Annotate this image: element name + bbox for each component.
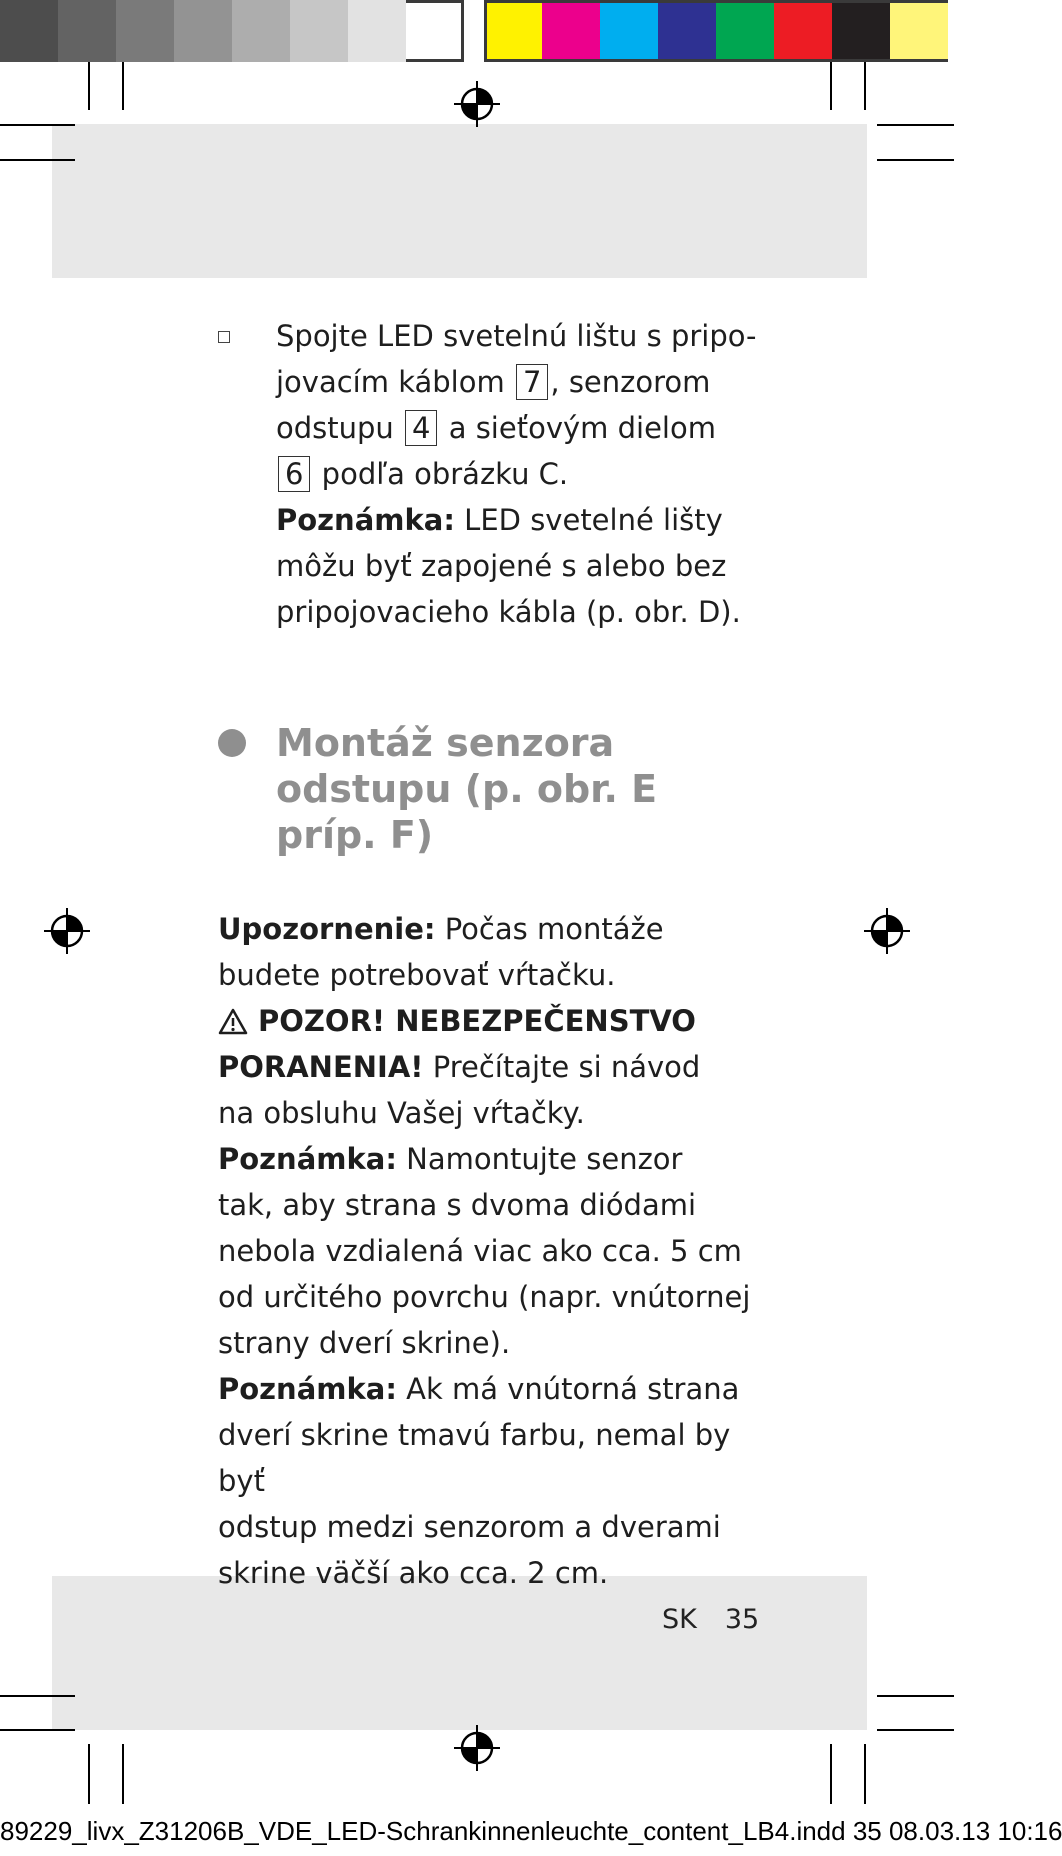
bottom-gray-band (52, 1576, 867, 1730)
process-swatch (890, 0, 948, 62)
text-line: strany dverí skrine). (218, 1326, 511, 1360)
notice-line: Upozornenie: Počas montáže (218, 912, 664, 946)
part-ref-7: 7 (516, 364, 548, 400)
gray-swatch (348, 0, 406, 62)
registration-mark-icon (454, 1725, 500, 1771)
page-number: 35 (724, 1604, 760, 1635)
registration-mark-icon (44, 908, 90, 954)
gray-swatch (232, 0, 290, 62)
checkbox-bullet-icon (218, 331, 230, 343)
note-line: Poznámka: Ak má vnútorná strana (218, 1372, 740, 1406)
top-gray-band (52, 124, 867, 278)
gray-swatch (290, 0, 348, 62)
text-line: jovacím káblom 7 , senzorom (276, 365, 711, 399)
gray-swatch (116, 0, 174, 62)
gray-swatch (58, 0, 116, 62)
text-line: budete potrebovať vŕtačku. (218, 958, 616, 992)
language-code: SK (662, 1604, 697, 1635)
gray-swatch (406, 0, 464, 62)
warning-triangle-icon (218, 1008, 248, 1035)
note-line: Poznámka: LED svetelné lišty (276, 503, 723, 537)
registration-mark-icon (454, 81, 500, 127)
instruction-paragraph (276, 313, 776, 635)
text-line: Spojte LED svetelnú lištu s pripo- (276, 319, 757, 353)
process-swatch (716, 0, 774, 62)
text-line: odstup medzi senzorom a dverami (218, 1510, 721, 1544)
gray-swatch (0, 0, 58, 62)
text-line: 6 podľa obrázku C. (276, 451, 776, 497)
process-swatch (542, 0, 600, 62)
process-swatch (832, 0, 890, 62)
text-line: na obsluhu Vašej vŕtačky. (218, 1096, 585, 1130)
text-line: skrine väčší ako cca. 2 cm. (218, 1556, 609, 1590)
text-line: PORANENIA! Prečítajte si návod (218, 1050, 701, 1084)
text-line: dverí skrine tmavú farbu, nemal by byť (218, 1418, 731, 1498)
text-line: od určitého povrchu (napr. vnútornej (218, 1280, 751, 1314)
text-line: tak, aby strana s dvoma diódami (218, 1188, 697, 1222)
grayscale-color-bar (0, 0, 464, 62)
text-line: odstupu 4 a sieťovým dielom (276, 411, 716, 445)
part-ref-6: 6 (278, 456, 310, 492)
print-slug: 89229_livx_Z31206B_VDE_LED-Schrankinnenleuchte_content_LB4.indd 35 08.03.13 10:16 (0, 1816, 1062, 1846)
part-ref-4: 4 (405, 410, 437, 446)
process-swatch (600, 0, 658, 62)
note-line: Poznámka: Namontujte senzor (218, 1142, 683, 1176)
page-footer (662, 1604, 759, 1635)
warning-line: POZOR! NEBEZPEČENSTVO (218, 998, 763, 1044)
process-swatch (774, 0, 832, 62)
process-swatch (484, 0, 542, 62)
registration-mark-icon (864, 908, 910, 954)
text-line: môžu byť zapojené s alebo bez (276, 549, 727, 583)
text-line: pripojovacieho kábla (p. obr. D). (276, 595, 741, 629)
heading-bullet-icon (218, 729, 246, 757)
gray-swatch (174, 0, 232, 62)
body-paragraphs (218, 906, 763, 1596)
section-heading: Montáž senzora odstupu (p. obr. E príp. F) (276, 721, 658, 857)
process-swatch (658, 0, 716, 62)
process-color-bar (484, 0, 948, 62)
text-line: nebola vzdialená viac ako cca. 5 cm (218, 1234, 742, 1268)
